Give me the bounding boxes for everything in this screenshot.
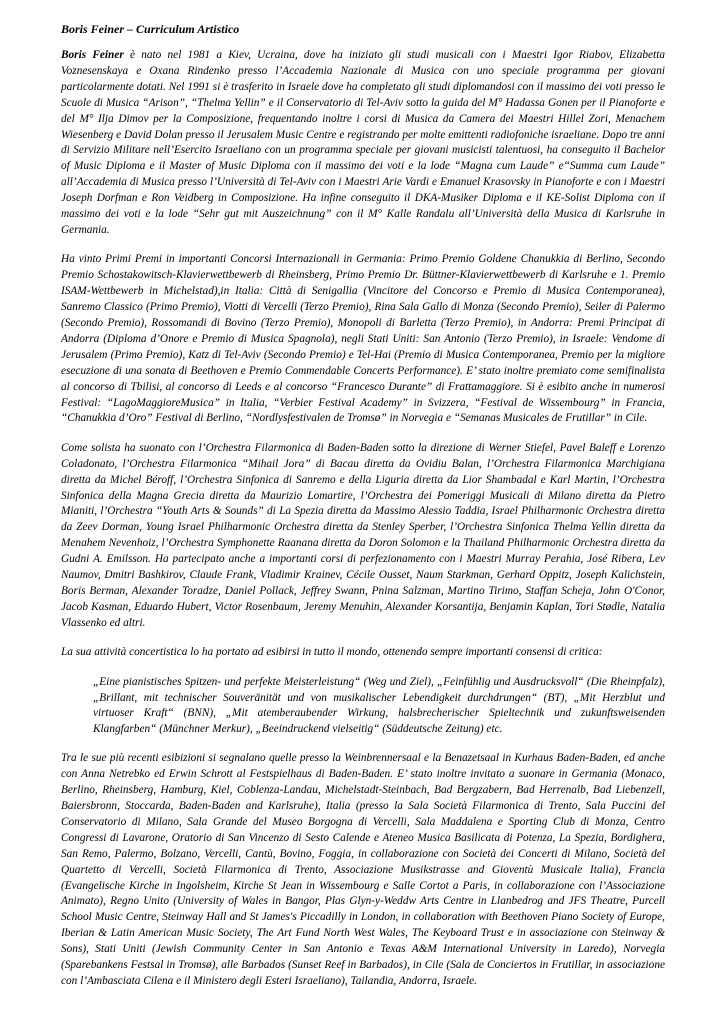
document-page bbox=[61, 22, 665, 1003]
prizes-paragraph: Ha vinto Primi Premi in importanti Concorsi Internazionali in Germania: Primo Premio Goldene Chanukkia di Berlino, Secondo Premio Schostakowitsch-Klavierwettbewerb di Rheinsberg, Primo Premio Dr. Büttner-Klavierwettbewerb di Karlsruhe e 1. Premio ISAM-Wettbewerb in Michelstad),in Italia: Città di Senigallia (Vincitore del Concorso e Premio di Musica Contemporanea), Sanremo Classico (Primo Premio), Viotti di Vercelli (Terzo Premio), Rina Sala Gallo di Monza (Secondo Premio), Seiler di Palermo (Secondo Premio), Rossomandi di Bovino (Terzo Premio), Monopoli di Barletta (Terzo Premio), in Andorra: Premi Principat di Andorra (Diploma d’Onore e Premio di Musica Spagnola), negli Stati Uniti: San Antonio (Terzo Premio), in Israele: Vendome di Jerusalem (Primo Premio), Katz di Tel-Aviv (Secondo Premio) e Tel-Hai (Premio di Musica Contemporanea, Premio per la migliore esecuzione di una sonata di Beethoven e Premio Commendable Concerts Performance). E’ stato inoltre premiato come semifinalista al concorso di Tbilisi, al concorso di Leeds e al concorso “Francesco Durante” di Frattamaggiore. Si è esibito anche in numerosi Festival: “LagoMaggioreMusica” in Italia, “Verbier Festival Academy” in Svizzera, “Festival de Wissembourg” in Francia, “Chanukkia d’Oro” Festival di Berlino, “Nordlysfestivalen de Tromsø” in Norvegia e “Semanas Musicales de Frutillar” in Cile. bbox=[61, 253, 665, 425]
soloist-paragraph: Come solista ha suonato con l’Orchestra Filarmonica di Baden-Baden sotto la direzione di Werner Stiefel, Pavel Baleff e Lorenzo Coladonato, l’Orchestra Filarmonica “Mihail Jora” di Bacau diretta da Ovidiu Balan, l’Orchestra Filarmonica Marchigiana diretta da Michel Béroff, l’Orchestra Sinfonica di Sanremo e della Liguria diretta da Lior Shambadal e Karl Martin, l’Orchestra Sinfonica della Magna Grecia diretta da Maurizio Lomartire, l’Orchestra dei Pomeriggi Musicali di Milano diretta da Pietro Mianiti, l’Orchestra “Youth Arts & Sounds” di La Spezia diretta da Massimo Alessio Taddia, Israel Philharmonic Orchestra diretta da Zeev Dorman, Young Israel Philharmonic Orchestra diretta da Stenley Sperber, l’Orchestra Sinfonica Thelma Yellin diretta da Menahem Nevenhoiz, l’Orchestra Symphonette Raanana diretta da Doron Solomon e la Thailand Philharmonic Orchestra diretta da Gudni A. Emilsson. Ha partecipato anche a importanti corsi di perfezionamento con i Maestri Murray Perahia, José Ribera, Lev Naumov, Dmitri Bashkirov, Claude Frank, Vladimir Krainev, Cécile Ousset, Naum Starkman, Gerhard Oppitz, Joseph Kalichstein, Boris Berman, Alexander Toradze, Daniel Pollack, Jeffrey Swann, Pnina Salzman, Martino Tirimo, Staffan Scheja, John O'Conor, Jacob Kasman, Eduardo Hubert, Victor Rosenbaum, Jeremy Menuhin, Alexander Korsantija, Benjamin Kaplan, Tori Stødle, Natalia Vlassenko ed altri. bbox=[61, 441, 665, 629]
activity-paragraph: La sua attività concertistica lo ha portato ad esibirsi in tutto il mondo, ottenendo sempre importanti consensi di critica: bbox=[61, 646, 603, 659]
press-quotes-block: „Eine pianistisches Spitzen- und perfekte Meisterleistung“ (Weg und Ziel), „Feinfühlig und Ausdrucksvoll“ (Die Rheinpfalz), „Brillant, mit technischer Souveränität und von musikalischer Lebendigkeit durchdrungen“ (BT), „Mit Herzblut und virtuoser Kraft“ (BNN), „Mit atemberaubender Wirkung, halsbrecherischer Spieltechnik und zukunftsweisenden Klangfarben“ (Münchner Merkur), „Beeindruckend vielseitig“ (Süddeutsche Zeitung) etc. bbox=[93, 675, 665, 736]
artist-name: Boris Feiner bbox=[61, 49, 124, 61]
biography-paragraph bbox=[61, 48, 665, 239]
document-title: Boris Feiner – Curriculum Artistico bbox=[61, 22, 240, 36]
biography-text: è nato nel 1981 a Kiev, Ucraina, dove ha iniziato gli studi musicali con i Maestri Igor Riabov, Elizabetta Voznesenskaya e Oxana Rindenko presso l’Accademia Nazionale di Musica con uno speciale programma per giovani particolarmente dotati. Nel 1991 si è trasferito in Israele dove ha completato gli studi diplomandosi con il massimo dei voti presso le Scuole di Musica “Arison”, “Thelma Yellin” e il Conservatorio di Tel-Aviv sotto la guida del M° Hadassa Gonen per il Pianoforte e del M° Ilja Dimov per la Composizione, frequentando inoltre i corsi di Musica da Camera dei Maestri Hillel Zori, Menachem Wiesenberg e David Dolan presso il Jerusalem Music Centre e registrando per molte emittenti radiofoniche israeliane. Dopo tre anni di Servizio Militare nell’Esercito Israeliano con un programma speciale per giovani musicisti talentuosi, ha conseguito il Bachelor of Music Diploma e il Master of Music Diploma con il massimo dei voti e la lode “Magna cum Laude” e“Summa cum Laude” all’Accademia di Musica presso l’Università di Tel-Aviv con i Maestri Arie Vardi e Emanuel Krasovsky in Pianoforte e con i Maestri Joseph Dorfman e Ron Veidberg in Composizione. Ha infine conseguito il DKA-Musiker Diploma e il KE-Solist Diploma con il massimo dei voti e la lode “Sehr gut mit Auszeichnung” con il M° Kalle Randalu all’Università della Musica di Karlsruhe in Germania. bbox=[61, 49, 665, 236]
recent-performances-paragraph: Tra le sue più recenti esibizioni si segnalano quelle presso la Weinbrennersaal e la Benazetsaal in Kurhaus Baden-Baden, ed anche con Anna Netrebko ed Erwin Schrott al Festspielhaus di Baden-Baden. E’ stato inoltre invitato a suonare in Germania (Monaco, Berlino, Rheinsberg, Hamburg, Kiel, Coblenza-Landau, Michelstadt-Steinbach, Bad Bergzabern, Bad Herrenalb, Bad Liebenzell, Baiersbronn, Stoccarda, Baden-Baden and Karlsruhe), Italia (presso la Sala Società Filarmonica di Trento, Sala Puccini del Conservatorio di Milano, Sala Grande del Museo Borgogna di Vercelli, Sala Maddalena e Sporting Club di Monza, Centro Congressi di Lavarone, Oratorio di San Vincenzo di Sesto Calende e Ateneo Musica Basilicata di Potenza, La Spezia, Bordighera, San Remo, Palermo, Bolzano, Vercelli, Cantù, Bovino, Foggia, in collaborazione con Società dei Concerti di Milano, Società del Quartetto di Vercelli, Società Filarmonica di Trento, Associazione Musikstrasse and Gioventù Musicale Italia), Francia (Evangelische Kirche in Ingolsheim, Kirche St Jean in Wissembourg e Salle Cortot a Paris, in collaborazione con l’Associazione Animato), Regno Unito (University of Wales in Bangor, Plas Glyn-y-Weddw Arts Centre in Llanbedrog and JFS Theatre, Purcell School Music Centre, Steinway Hall and St James's Piccadilly in London, in collaboration with Beethoven Piano Society of Europe, Iberian & Latin American Music Society, The Art Fund North West Wales, The Keyboard Trust e in associazione con Steinway & Sons), Stati Uniti (Jewish Community Center in San Antonio e Texas A&M International University in Laredo), Norvegia (Sparebankens Festsal in Tromsø), alle Barbados (Sunset Reef in Barbados), in Cile (Sala de Conciertos in Frutillar, in associazione con l’Ambasciata Cilena e il Ministero degli Esteri Israeliano), Tailandia, Andorra, Israele. bbox=[61, 752, 665, 987]
